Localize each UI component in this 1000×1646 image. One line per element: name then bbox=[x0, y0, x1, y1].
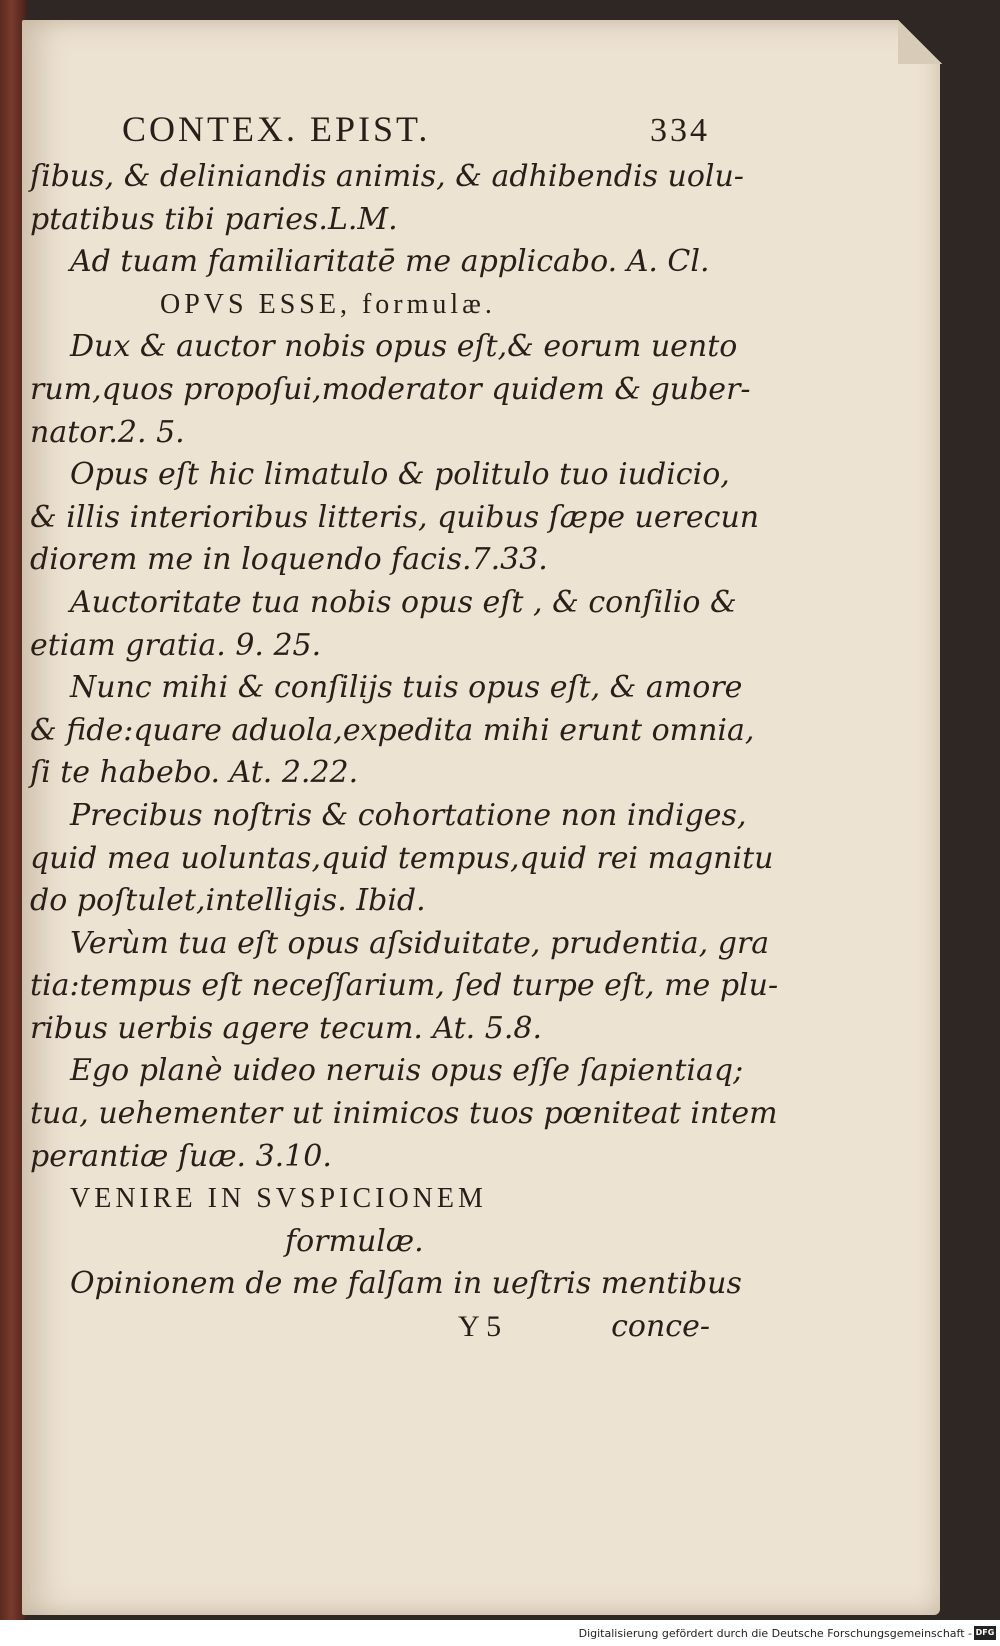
dfg-logo-icon: DFG bbox=[974, 1626, 996, 1640]
body-line: Dux & auctor nobis opus eſt,& eorum uento bbox=[70, 329, 738, 365]
body-line: etiam gratia. 9. 25. bbox=[30, 627, 322, 663]
body-line: & fide:quare aduola,expedita mihi erunt omnia, bbox=[30, 712, 755, 748]
signature-line bbox=[30, 1306, 710, 1349]
body-line: perantiæ ſuæ. 3.10. bbox=[30, 1138, 332, 1174]
body-line: Auctoritate tua nobis opus eſt , & conſilio & bbox=[70, 584, 737, 620]
body-line: tua, uehementer ut inimicos tuos pœniteat intem bbox=[30, 1096, 778, 1132]
body-line: Ego planè uideo neruis opus eſſe ſapientiaq; bbox=[70, 1053, 744, 1089]
section-subheading: formulæ. bbox=[285, 1223, 424, 1259]
signature-mark: Y 5 bbox=[458, 1310, 502, 1344]
body-line: Precibus noſtris & cohortatione non indiges, bbox=[70, 797, 747, 833]
body-line: Opinionem de me falſam in ueſtris mentibus bbox=[70, 1266, 742, 1302]
body-line: ſibus, & deliniandis animis, & adhibendis uolu- bbox=[30, 159, 744, 194]
section-heading: OPVS ESSE, formulæ. bbox=[160, 288, 496, 320]
body-line: Opus eſt hic limatulo & politulo tuo iudicio, bbox=[70, 457, 730, 493]
body-line: rum,quos propoſui,moderator quidem & guber- bbox=[30, 371, 751, 407]
digitization-credit: Digitalisierung gefördert durch die Deutsche Forschungsgemeinschaft - bbox=[578, 1627, 972, 1640]
body-line: & illis interioribus litteris, quibus ſæpe uerecun bbox=[30, 499, 760, 535]
body-line: do poſtulet,intelligis. Ibid. bbox=[30, 883, 426, 919]
body-line: diorem me in loquendo facis.7.33. bbox=[30, 542, 548, 578]
body-line: tia:tempus eſt neceſſarium, ſed turpe eſt, me plu- bbox=[30, 968, 779, 1004]
body-line: Verùm tua eſt opus aſsiduitate, prudentia, gra bbox=[70, 925, 770, 961]
body-line: Ad tuam familiaritatē me applicabo. A. Cl. bbox=[70, 244, 710, 280]
body-line: ribus uerbis agere tecum. At. 5.8. bbox=[30, 1010, 542, 1046]
page-text-block bbox=[30, 108, 779, 1349]
body-line: ſi te habebo. At. 2.22. bbox=[30, 755, 359, 791]
body-line: ptatibus tibi paries.L.M. bbox=[30, 201, 398, 237]
body-line: quid mea uoluntas,quid tempus,quid rei magnitu bbox=[30, 840, 774, 876]
section-heading: VENIRE IN SVSPICIONEM bbox=[70, 1183, 487, 1215]
page-corner-fold bbox=[898, 20, 942, 64]
catchword: conce- bbox=[611, 1309, 710, 1345]
page-number: 334 bbox=[650, 112, 710, 149]
body-line: nator.2. 5. bbox=[30, 414, 185, 450]
running-header bbox=[30, 108, 710, 156]
running-title: CONTEX. EPIST. bbox=[122, 109, 431, 149]
body-line: Nunc mihi & conſilijs tuis opus eſt, & amore bbox=[70, 670, 743, 706]
